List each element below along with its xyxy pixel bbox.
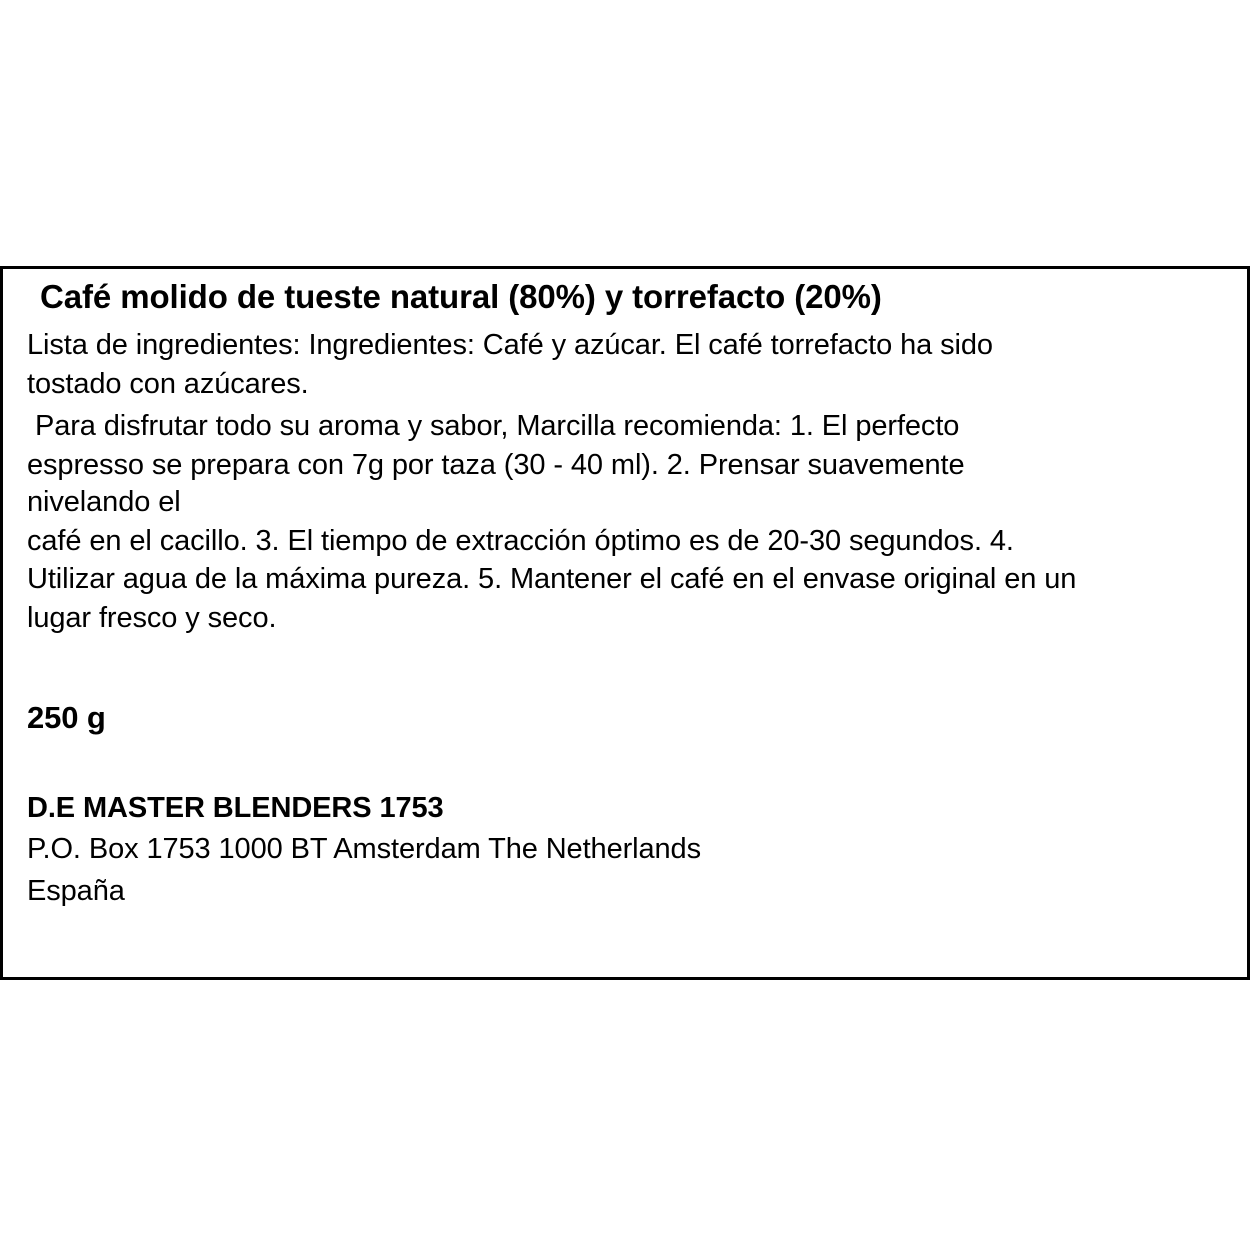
ingredients-line-1: Lista de ingredientes: Ingredientes: Café y azúcar. El café torrefacto ha sido (27, 329, 993, 361)
net-weight: 250 g (27, 700, 106, 735)
instructions-line-3: nivelando el (27, 486, 181, 518)
instructions-line-1: Para disfrutar todo su aroma y sabor, Marcilla recomienda: 1. El perfecto (27, 410, 960, 442)
instructions-line-5: Utilizar agua de la máxima pureza. 5. Mantener el café en el envase original en un (27, 563, 1077, 595)
ingredients-line-2: tostado con azúcares. (27, 368, 309, 400)
instructions-line-4: café en el cacillo. 3. El tiempo de extracción óptimo es de 20-30 segundos. 4. (27, 525, 1014, 557)
manufacturer-country: España (27, 875, 125, 907)
instructions-line-6: lugar fresco y seco. (27, 602, 277, 634)
instructions-line-2: espresso se prepara con 7g por taza (30 - 40 ml). 2. Prensar suavemente (27, 449, 965, 481)
manufacturer-name: D.E MASTER BLENDERS 1753 (27, 792, 444, 824)
manufacturer-address: P.O. Box 1753 1000 BT Amsterdam The Netherlands (27, 833, 701, 865)
product-title: Café molido de tueste natural (80%) y torrefacto (20%) (40, 278, 882, 315)
product-label-box (0, 266, 1250, 980)
